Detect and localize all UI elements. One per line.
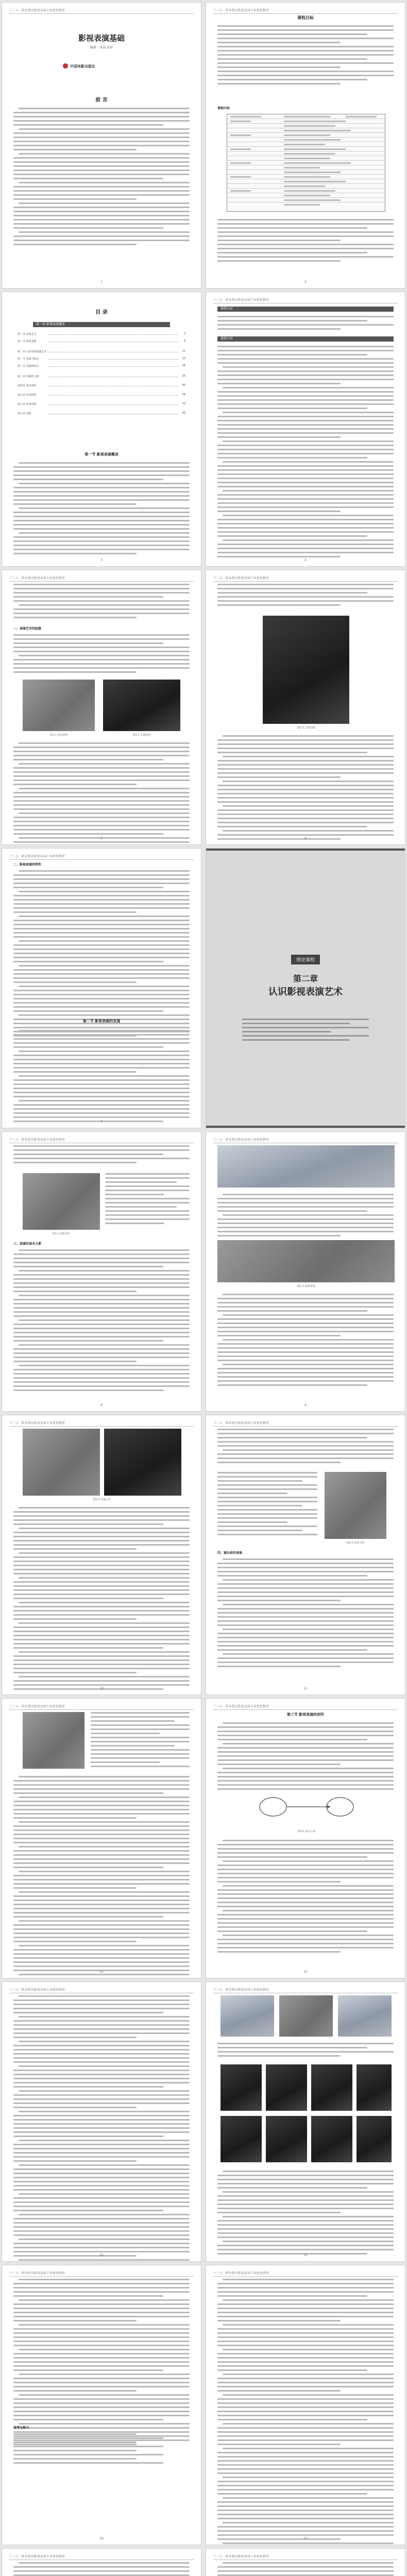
body-text [13, 584, 190, 621]
toc-entry[interactable] [18, 393, 185, 397]
preface-text [13, 108, 190, 248]
content-page [2, 1981, 201, 2262]
running-head: 十三五 · 职业教育影视表演专业规划教材 [213, 575, 398, 582]
running-head: 十三五 · 职业教育影视表演专业规划教材 [9, 8, 194, 14]
toc-entry-label: 第一节 表演艺术 [18, 333, 37, 336]
banner-image [217, 1145, 395, 1188]
content-page [206, 570, 405, 845]
figure-caption: 图1-2 表演现场 [132, 734, 151, 737]
diagram-arrowhead [327, 1805, 331, 1809]
content-page [2, 848, 201, 1128]
running-head: 十三五 · 职业教育影视表演专业规划教材 [9, 1137, 194, 1143]
running-head: 十三五 · 职业教育影视表演专业规划教材 [213, 297, 398, 303]
figure-caption: 图1-3 人物肖像 [297, 726, 315, 730]
content-page [206, 1131, 405, 1412]
body-text [13, 870, 190, 1039]
running-head: 十三五 · 职业教育影视表演专业规划教材 [213, 1137, 398, 1143]
running-head: 十三五 · 职业教育影视表演专业规划教材 [213, 2554, 398, 2560]
content-page [2, 1698, 201, 1978]
section-heading: 四、镜头前的表演 [217, 1551, 243, 1555]
page-number: 10 [99, 1687, 104, 1690]
chapter-intro [242, 1019, 369, 1043]
body-text [217, 1472, 317, 1538]
figure-image [23, 1173, 100, 1230]
preface-title: 前 言 [95, 97, 108, 103]
book-authors: 编著：某某 某某 [90, 46, 113, 49]
chapter-stripe [206, 1126, 405, 1128]
publisher-logo-icon [63, 63, 68, 69]
body-text [13, 1507, 190, 1692]
chapter-number: 第二章 [293, 974, 318, 984]
body-text [13, 1030, 190, 1125]
toc-entry-label: 第二章 认识影视表演艺术 [18, 350, 47, 353]
toc-entry-label: 第四章 角色塑造 [18, 384, 37, 387]
toc-entry[interactable] [18, 375, 185, 379]
toc-entry-label: 第六章 形体训练 [18, 403, 37, 406]
figure-image [103, 680, 180, 731]
page-number: 8 [100, 1403, 103, 1407]
page-number: 13 [303, 1970, 308, 1974]
figure-image [311, 2064, 352, 2111]
body-text [13, 1995, 190, 2262]
section-bar: 课程目标 [217, 307, 394, 312]
title-page [2, 2, 201, 289]
section-title: 课程目标 [297, 15, 314, 20]
running-head: 十三五 · 职业教育影视表演专业规划教材 [9, 1420, 194, 1427]
toc-entry-page: 18 [182, 364, 185, 367]
content-page [2, 1131, 201, 1412]
body-text [217, 219, 394, 264]
toc-entry[interactable] [18, 332, 185, 336]
toc-entry-page: 40 [182, 384, 185, 387]
figure-image [104, 1429, 181, 1496]
page-number: 15 [303, 2253, 308, 2257]
figure-image [221, 2116, 262, 2162]
running-head: 十三五 · 职业教育影视表演专业规划教材 [213, 8, 398, 14]
chapter-label: 理论课程 [291, 955, 320, 964]
toc-entry[interactable] [18, 350, 185, 354]
toc-entry-label: 第二节 表演的特点 [18, 365, 39, 368]
content-page [206, 2, 405, 289]
body-text [217, 1840, 394, 1955]
section-bar: 课程内容 [217, 336, 394, 342]
content-page [206, 292, 405, 567]
page-number: 14 [99, 2253, 104, 2257]
page-number: 1 [100, 280, 103, 284]
content-page [206, 1415, 405, 1695]
section-heading: 课程内容 [217, 107, 230, 110]
figure-image [23, 680, 95, 731]
toc-entry-page: 11 [182, 350, 185, 353]
toc-entry-label: 第二节 影视表演 [18, 340, 37, 343]
section-heading: 一、表演艺术的起源 [13, 627, 42, 631]
body-text [217, 2279, 394, 2545]
body-text [13, 742, 190, 845]
figure-image [221, 2064, 262, 2111]
body-text [13, 462, 190, 557]
body-text [217, 1429, 394, 1466]
body-text [217, 1722, 394, 1792]
page-number: 6 [304, 837, 307, 840]
toc-entry-page: 6 [183, 340, 185, 343]
toc-entry-label: 第五章 台词训练 [18, 394, 37, 397]
body-text [217, 346, 394, 560]
page-number: 9 [304, 1403, 307, 1407]
body-text [217, 2043, 394, 2059]
running-head: 十三五 · 职业教育影视表演专业规划教材 [213, 1987, 398, 1993]
content-page [2, 1415, 201, 1695]
body-text [13, 1776, 190, 1978]
toc-entry-page: 72 [182, 402, 185, 405]
page-number: 16 [99, 2537, 104, 2540]
page-number: 4 [304, 558, 307, 562]
figure-caption: 图2-3 表演示范 [93, 1498, 111, 1501]
body-text [13, 2562, 190, 2576]
figure-image [23, 1429, 100, 1496]
content-page [206, 2548, 405, 2576]
figure-caption: 图2-1 电影场景 [52, 1232, 71, 1235]
body-text [217, 2171, 394, 2257]
body-text [91, 1712, 190, 1770]
figure-image [266, 2064, 307, 2111]
toc-entry[interactable] [18, 412, 185, 416]
content-page [206, 1698, 405, 1978]
figure-image [221, 1995, 274, 2037]
running-head: 十三五 · 职业教育影视表演专业规划教材 [9, 575, 194, 582]
course-table [227, 114, 385, 212]
figure-image [279, 1995, 333, 2037]
toc-entry[interactable] [18, 357, 185, 361]
banner-image [217, 1240, 395, 1282]
running-head: 十三五 · 职业教育影视表演专业规划教材 [9, 2554, 194, 2560]
toc-entry-page: 25 [182, 375, 185, 378]
body-text [217, 1194, 394, 1239]
section-heading: 三、表演的基本元素 [13, 1242, 42, 1246]
content-page [206, 1981, 405, 2262]
toc-entry-page: 90 [182, 412, 185, 415]
section-title: 第二节 影视表演的发展 [82, 1019, 121, 1023]
page-number: 12 [99, 1970, 104, 1974]
body-text [105, 1173, 190, 1227]
body-text [217, 735, 394, 842]
exercise-list [13, 2433, 190, 2466]
figure-image [325, 1472, 386, 1539]
figure-caption: 图3-2 镜头示意 [297, 1830, 316, 1833]
toc-entry-page: 12 [182, 357, 185, 360]
running-head: 十三五 · 职业教育影视表演专业规划教材 [213, 1704, 398, 1710]
page-number: 2 [304, 280, 307, 284]
body-text [217, 316, 394, 332]
body-text [13, 1249, 190, 1394]
toc-entry-page: 2 [183, 332, 185, 335]
toc-entry[interactable] [18, 340, 185, 344]
page-number: 7 [100, 1120, 103, 1124]
toc-entry[interactable] [18, 384, 185, 388]
body-text [217, 2562, 394, 2576]
page-number: 11 [303, 1687, 308, 1690]
portrait-image [263, 616, 349, 724]
section-title: 第一节 影视表演概述 [84, 452, 118, 456]
toc-page [2, 292, 201, 567]
toc-chapter-bar: 第一章 影视表演概述 [33, 322, 170, 327]
figure-image [357, 2116, 392, 2162]
book-title: 影视表演基础 [78, 33, 125, 43]
content-page [206, 2265, 405, 2545]
toc-entry[interactable] [18, 402, 185, 406]
figure-caption: 图3-1 角色分析 [346, 1541, 365, 1545]
running-head: 十三五 · 职业教育影视表演专业规划教材 [9, 854, 194, 860]
toc-entry-label: 第三章 表演的元素 [18, 375, 39, 378]
chapter-opener-page [206, 848, 405, 1128]
body-text [13, 2279, 190, 2448]
page-number: 5 [100, 837, 103, 840]
body-text [217, 25, 394, 87]
publisher-name: 中国电影出版社 [70, 64, 95, 69]
toc-title: 目 录 [95, 310, 108, 315]
figure-caption: 图1-1 演员剧照 [49, 734, 68, 737]
section-heading: 二、影视表演的特性 [13, 863, 42, 867]
running-head: 十三五 · 职业教育影视表演专业规划教材 [9, 1987, 194, 1993]
content-page [2, 570, 201, 845]
camera-diagram [252, 1786, 361, 1827]
figure-image [266, 2116, 307, 2162]
running-head: 十三五 · 职业教育影视表演专业规划教材 [213, 1420, 398, 1427]
figure-image [23, 1712, 84, 1769]
toc-entry-label: 第七章 试镜 [18, 412, 31, 415]
toc-entry[interactable] [18, 364, 185, 368]
body-text [13, 1145, 190, 1166]
figure-caption: 图2-2 拍摄现场 [297, 1285, 315, 1288]
section-title: 第三节 影视表演的创作 [286, 1712, 325, 1717]
page-number: 3 [100, 558, 103, 562]
section-heading: 思考与练习 [13, 2426, 29, 2430]
toc-entry-label: 第一节 表演与镜头 [18, 358, 39, 361]
body-text [217, 1294, 394, 1388]
figure-image [311, 2116, 352, 2162]
chapter-stripe [206, 849, 405, 851]
figure-image [338, 1995, 392, 2037]
body-text [217, 1558, 394, 1670]
running-head: 十三五 · 职业教育影视表演专业规划教材 [213, 2270, 398, 2277]
body-text [13, 634, 190, 675]
body-text [217, 584, 394, 608]
chapter-title: 认识影视表演艺术 [268, 987, 343, 997]
content-page [2, 2548, 201, 2576]
page-number: 17 [303, 2537, 308, 2540]
figure-image [357, 2064, 392, 2111]
running-head: 十三五 · 职业教育影视表演专业规划教材 [9, 1704, 194, 1710]
content-page [2, 2265, 201, 2545]
toc-entry-page: 58 [182, 393, 185, 396]
running-head: 十三五 · 职业教育影视表演专业规划教材 [9, 2270, 194, 2277]
diagram-node [260, 1798, 286, 1816]
